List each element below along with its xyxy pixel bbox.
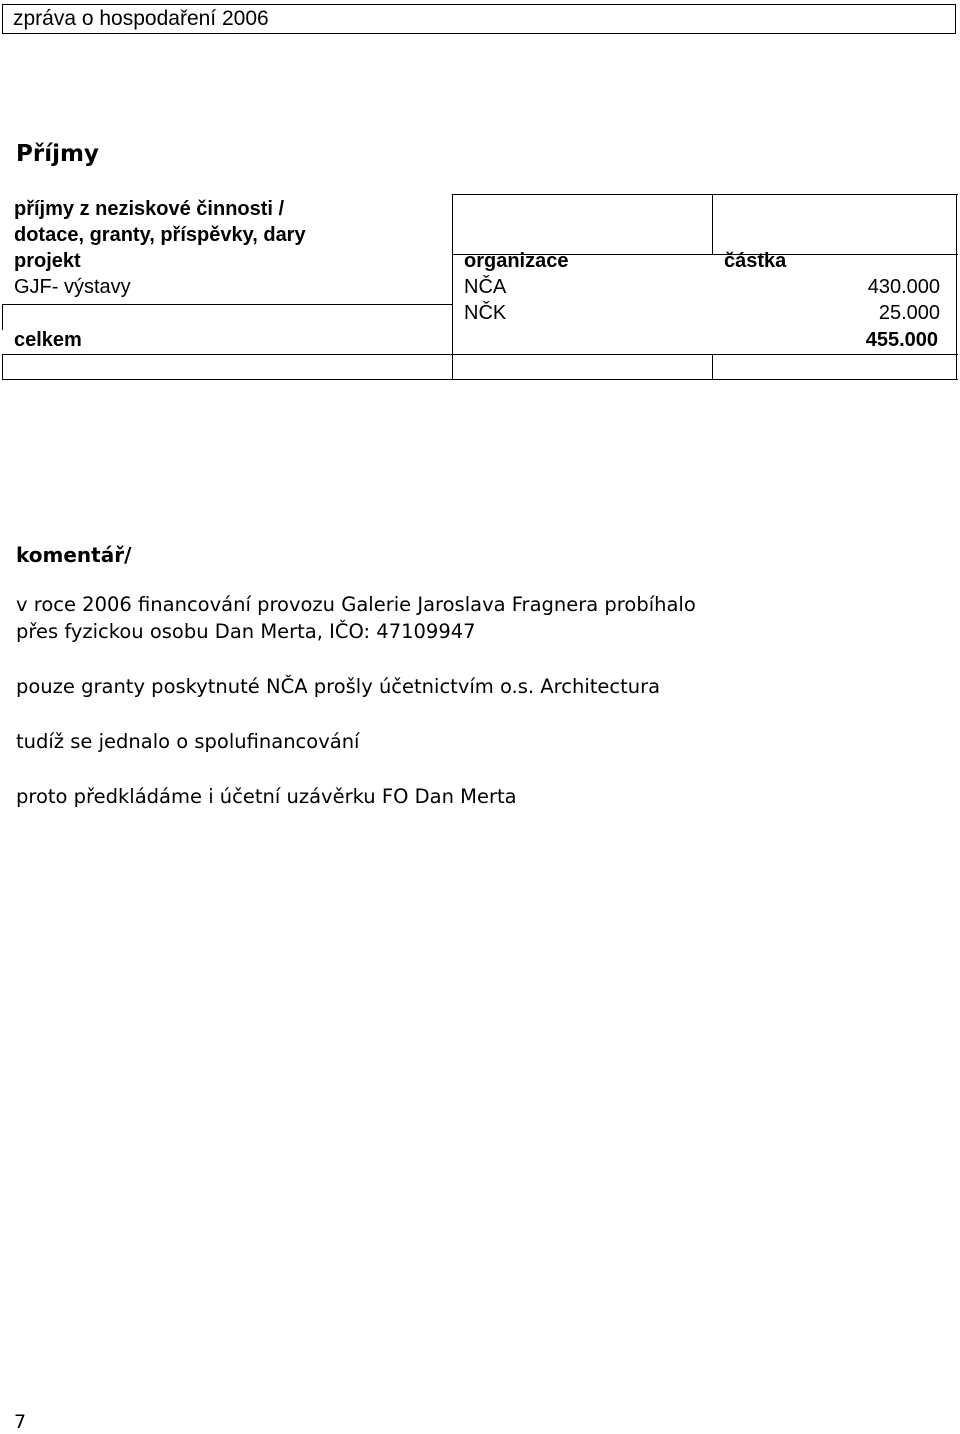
section-title: Příjmy — [16, 141, 99, 167]
comment-paragraph: proto předkládáme i účetní uzávěrku FO Dan Merta — [16, 785, 517, 808]
column-header-amount: částka — [724, 250, 787, 272]
comment-title: komentář/ — [16, 543, 132, 567]
table-row-organization: NČA — [464, 276, 507, 298]
comment-paragraph: přes fyzickou osobu Dan Merta, IČO: 47109947 — [16, 620, 476, 643]
income-table — [2, 194, 958, 380]
table-row-organization: NČK — [464, 302, 507, 324]
comment-paragraph: pouze granty poskytnuté NČA prošly účetnictvím o.s. Architectura — [16, 675, 661, 698]
table-heading-line1: příjmy z neziskové činnosti / — [14, 198, 285, 220]
table-row-amount: 430.000 — [867, 276, 940, 298]
total-amount: 455.000 — [865, 329, 938, 351]
column-header-project: projekt — [14, 250, 81, 272]
table-row-project: GJF- výstavy — [14, 276, 131, 298]
table-heading-line2: dotace, granty, příspěvky, dary — [14, 224, 306, 246]
page-number: 7 — [14, 1411, 27, 1433]
report-title-box — [2, 4, 956, 34]
table-row-amount: 25.000 — [878, 302, 940, 324]
total-label: celkem — [14, 329, 82, 351]
comment-paragraph: v roce 2006 financování provozu Galerie Jaroslava Fragnera probíhalo — [16, 593, 696, 616]
report-title: zpráva o hospodaření 2006 — [13, 7, 269, 30]
column-header-organization: organizace — [464, 250, 569, 272]
comment-paragraph: tudíž se jednalo o spolufinancování — [16, 730, 360, 753]
